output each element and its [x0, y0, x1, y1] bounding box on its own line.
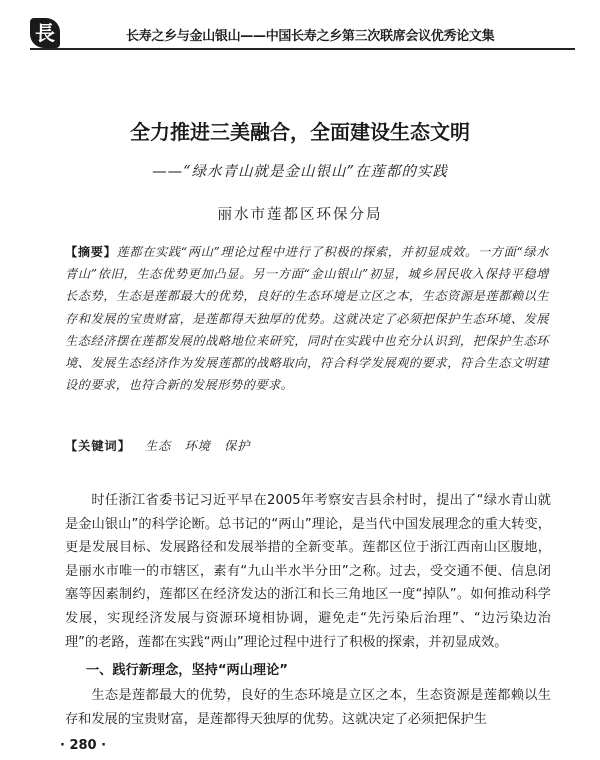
running-header	[30, 22, 575, 50]
article-author: 丽水市莲都区环保分局	[217, 207, 383, 223]
article-subtitle: ——“绿水青山就是金山银山”在莲都的实践	[152, 164, 448, 180]
article-title: 全力推进三美融合，全面建设生态文明	[130, 120, 470, 144]
publication-logo: 長	[30, 18, 60, 48]
paragraph-2: 生态是莲都最大的优势，良好的生态环境是立区之本，生态资源是莲都赖以生存和发展的宝贵财富，是莲都得天独厚的优势。这就决定了必须把保护生	[65, 688, 551, 727]
keywords-text: 生态 环境 保护	[144, 439, 251, 453]
page-number: · 280 ·	[60, 738, 107, 753]
keywords-label: 【关键词】	[65, 439, 131, 453]
keywords	[65, 437, 549, 454]
abstract-text: 莲都在实践“两山”理论过程中进行了积极的探索，并初显成效。一方面“绿水青山”依旧，生态优势更加凸显。另一方面“金山银山”初显，城乡居民收入保持平稳增长态势，生态是莲都最大的优势，良好的生态环境是立区之本，生态资源是莲都赖以生存和发展的宝贵财富，是莲都得天独厚的优势。这就决定了必须把保护生态环境、发展生态经济摆在莲都发展的战略地位来研究，同时在实践中也充分认识到，把保护生态环境、发展生态经济作为发展莲都的战略取向，符合科学发展观的要求，符合生态文明建设的要求，也符合新的发展形势的要求。	[65, 245, 549, 393]
section-heading: 一、践行新理念，坚持“两山理论”	[86, 663, 288, 678]
abstract-label: 【摘要】	[65, 245, 117, 259]
abstract	[65, 241, 549, 396]
running-head-text: 长寿之乡与金山银山——中国长寿之乡第三次联席会议优秀论文集	[126, 29, 495, 44]
paragraph-1: 时任浙江省委书记习近平早在2005年考察安吉县余村时，提出了“绿水青山就是金山银山”的科学论断。总书记的“两山”理论，是当代中国发展理念的重大转变，更是发展目标、发展路径和发展举措的全新变革。莲都区位于浙江西南山区腹地，是丽水市唯一的市辖区，素有“九山半水半分田”之称。过去，受交通不便、信息闭塞等因素制约，莲都区在经济发达的浙江和长三角地区一度“掉队”。如何推动科学发展，实现经济发展与资源环境相协调，避免走“先污染后治理”、“边污染边治理”的老路，莲都在实践“两山”理论过程中进行了积极的探索，并初显成效。	[65, 493, 551, 650]
